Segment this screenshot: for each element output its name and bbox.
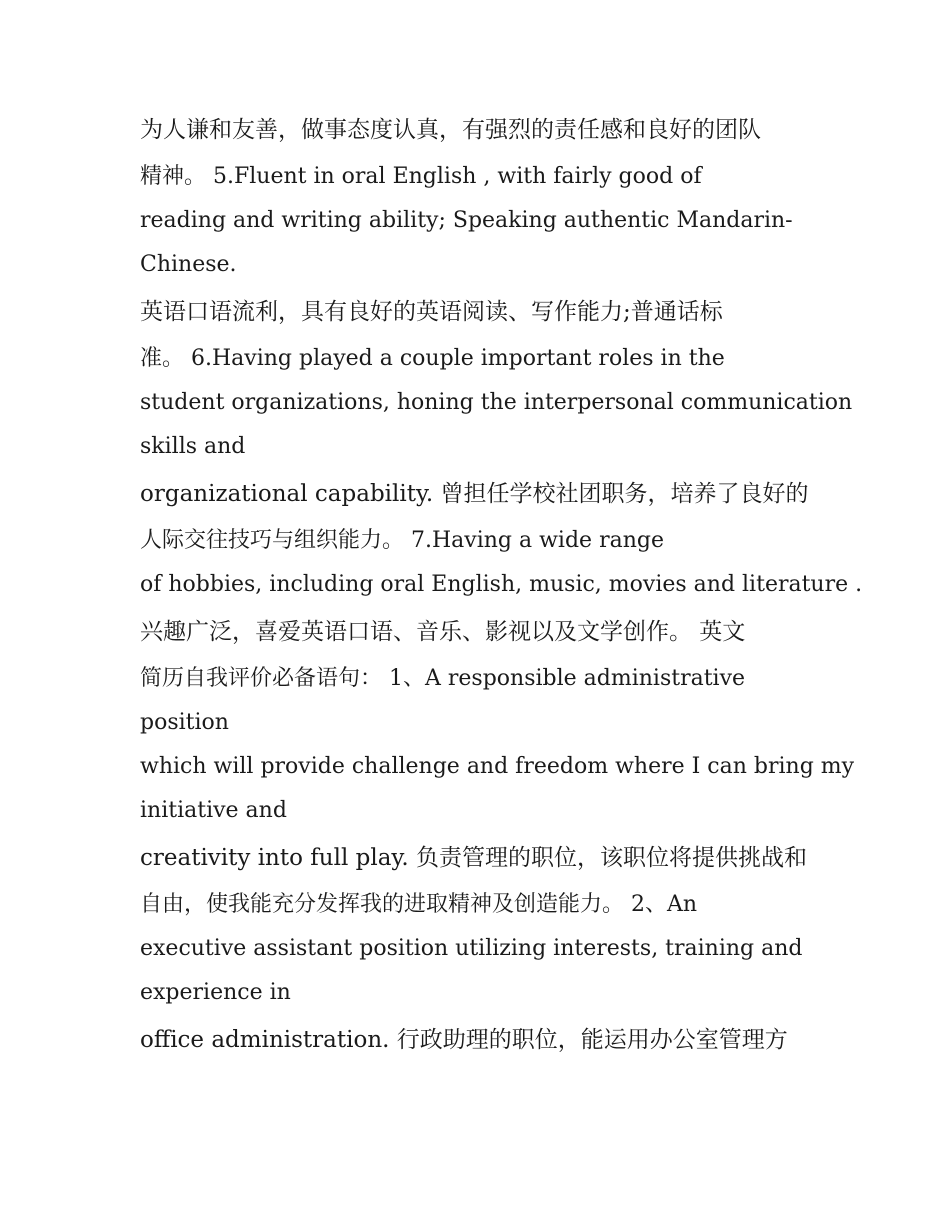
text-line: executive assistant position utilizing interests, training and — [140, 936, 803, 961]
text-line: Chinese. — [140, 252, 237, 277]
text-line: 简历自我评价必备语句： 1、A responsible administrative — [140, 666, 746, 691]
text-line: 准。 6.Having played a couple important roles in the — [140, 346, 725, 371]
text-line: 精神。 5.Fluent in oral English , with fairly good of — [140, 164, 702, 189]
document-body — [140, 105, 863, 1065]
text-line: 人际交往技巧与组织能力。 7.Having a wide range — [140, 528, 664, 553]
text-line: 兴趣广泛，喜爱英语口语、音乐、影视以及文学创作。 英文 — [140, 619, 746, 645]
text-line: 为人谦和友善，做事态度认真，有强烈的责任感和良好的团队 — [140, 117, 761, 143]
text-line: organizational capability. 曾担任学校社团职务，培养了良好的 — [140, 481, 809, 507]
text-line: skills and — [140, 434, 246, 459]
text-line: position — [140, 710, 229, 735]
text-line: 自由，使我能充分发挥我的进取精神及创造能力。 2、An — [140, 892, 698, 917]
text-line: which will provide challenge and freedom where I can bring my — [140, 754, 855, 779]
text-line: experience in — [140, 980, 291, 1005]
text-line: reading and writing ability; Speaking authentic Mandarin- — [140, 208, 793, 233]
text-line: student organizations, honing the interpersonal communication — [140, 390, 853, 415]
text-line: 英语口语流利，具有良好的英语阅读、写作能力;普通话标 — [140, 299, 723, 325]
text-line: of hobbies, including oral English, music, movies and literature . — [140, 572, 863, 597]
text-line: office administration. 行政助理的职位，能运用办公室管理方 — [140, 1027, 788, 1053]
text-line: initiative and — [140, 798, 287, 823]
text-line: creativity into full play. 负责管理的职位，该职位将提供挑战和 — [140, 845, 807, 871]
